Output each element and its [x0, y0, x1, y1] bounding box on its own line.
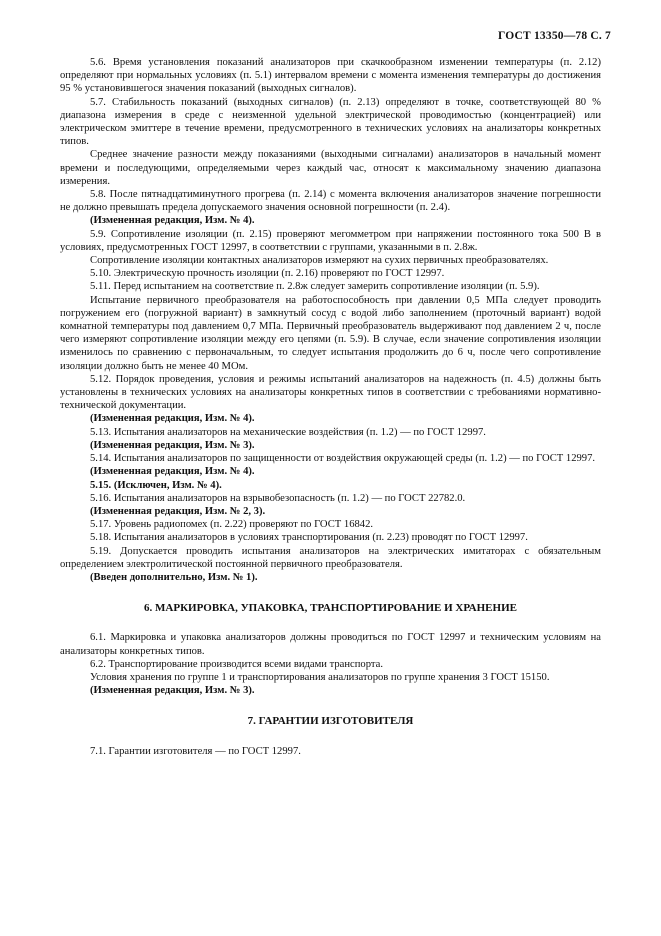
paragraph-5-19: 5.19. Допускается проводить испытания анализаторов на электрических имитаторах с обязательным определением электролитической постоянной первичного преобразователя.	[60, 545, 601, 570]
paragraph-6-2-note: Условия хранения по группе 1 и транспортирования анализаторов по группе хранения 3 ГОСТ 15150.	[90, 671, 550, 683]
paragraph-5-6: 5.6. Время установления показаний анализаторов при скачкообразном изменении температуры (п. 2.12) определяют при нормальных условиях (п. 5.1) интервалом времени с момента изменения температуры до достижения 95 % установившегося значения показаний (выходных сигналов).	[60, 57, 601, 95]
amendment-note: (Измененная редакция, Изм. № 4).	[90, 413, 255, 425]
paragraph-6-2: 6.2. Транспортирование производится всеми видами транспорта.	[90, 658, 383, 670]
paragraph-5-7-note: Среднее значение разности между показаниями (выходными сигналами) анализаторов в начальный момент времени и последующими, определяемыми через каждый час, относят к максимальному значению диапазона измерения.	[60, 149, 601, 187]
paragraph-5-7: 5.7. Стабильность показаний (выходных сигналов) (п. 2.13) определяют в точке, соответствующей 80 % диапазона измерения в среде с неизменной удельной электрической проводимостью (концентрацией) или электрическом эмиттере в течение времени, предусмотренного в технических условиях на анализаторы конкретных типов.	[60, 96, 601, 148]
section-7-heading: 7. ГАРАНТИИ ИЗГОТОВИТЕЛЯ	[247, 715, 414, 728]
amendment-note: (Измененная редакция, Изм. № 4).	[90, 466, 255, 478]
paragraph-5-11: 5.11. Перед испытанием на соответствие п. 2.8ж следует замерить сопротивление изоляции (п. 5.9).	[90, 281, 540, 293]
paragraph-5-15: 5.15. (Исключен, Изм. № 4).	[90, 479, 222, 491]
section-6-heading: 6. МАРКИРОВКА, УПАКОВКА, ТРАНСПОРТИРОВАНИЕ И ХРАНЕНИЕ	[144, 602, 517, 615]
paragraph-5-17: 5.17. Уровень радиопомех (п. 2.22) проверяют по ГОСТ 16842.	[90, 519, 374, 531]
paragraph-5-9-note: Сопротивление изоляции контактных анализаторов измеряют на сухих первичных преобразователях.	[90, 255, 549, 267]
paragraph-6-1: 6.1. Маркировка и упаковка анализаторов должны проводиться по ГОСТ 12997 и техническим условиям на анализаторы конкретных типов.	[60, 632, 601, 657]
amendment-note: (Измененная редакция, Изм. № 3).	[90, 685, 255, 697]
paragraph-5-18: 5.18. Испытания анализаторов в условиях транспортирования (п. 2.23) проводят по ГОСТ 12997.	[90, 532, 528, 544]
paragraph-5-10: 5.10. Электрическую прочность изоляции (п. 2.16) проверяют по ГОСТ 12997.	[90, 268, 445, 280]
paragraph-5-8: 5.8. После пятнадцатиминутного прогрева (п. 2.14) с момента включения анализаторов значение погрешности не должно превышать предела допускаемого значения основной погрешности (п. 2.4).	[60, 189, 601, 214]
document-body	[60, 56, 601, 758]
paragraph-5-9: 5.9. Сопротивление изоляции (п. 2.15) проверяют мегомметром при напряжении постоянного тока 500 В в условиях, предусмотренных ГОСТ 12997, в соответствии с группами, указанными в п. 2.8ж.	[60, 228, 601, 253]
amendment-note: (Измененная редакция, Изм. № 4).	[90, 215, 255, 227]
paragraph-5-16: 5.16. Испытания анализаторов на взрывобезопасность (п. 1.2) — по ГОСТ 22782.0.	[90, 492, 466, 504]
paragraph-5-13: 5.13. Испытания анализаторов на механические воздействия (п. 1.2) — по ГОСТ 12997.	[90, 426, 486, 438]
paragraph-5-11-note: Испытание первичного преобразователя на работоспособность при давлении 0,5 МПа следует проводить погружением его (погружной вариант) в замкнутый сосуд с водой либо заполнением (проточный вариант) водой комнатной температуры под давлением 0,7 МПа. Первичный преобразователь выдерживают под давлением 2 ч, после чего измеряют сопротивление изоляции между его цепями (п. 5.9). В случае, если значение сопротивления изоляции изменилось по сравнению с первоначальным, то следует испытания продолжить до 6 ч, после чего сопротивление изоляции должно быть не менее 40 МОм.	[60, 294, 601, 372]
amendment-note: (Измененная редакция, Изм. № 3).	[90, 439, 255, 451]
paragraph-5-14: 5.14. Испытания анализаторов по защищенности от воздействия окружающей среды (п. 1.2) — по ГОСТ 12997.	[90, 453, 596, 465]
paragraph-7-1: 7.1. Гарантии изготовителя — по ГОСТ 12997.	[90, 745, 301, 757]
page-header: ГОСТ 13350—78 С. 7	[498, 30, 611, 42]
amendment-note: (Измененная редакция, Изм. № 2, 3).	[90, 505, 266, 517]
amendment-note: (Введен дополнительно, Изм. № 1).	[90, 571, 258, 583]
paragraph-5-12: 5.12. Порядок проведения, условия и режимы испытаний анализаторов на надежность (п. 4.5) должны быть установлены в технических условиях на анализаторы конкретных типов в соответствии с требованиями нормативно-технической документации.	[60, 373, 601, 412]
